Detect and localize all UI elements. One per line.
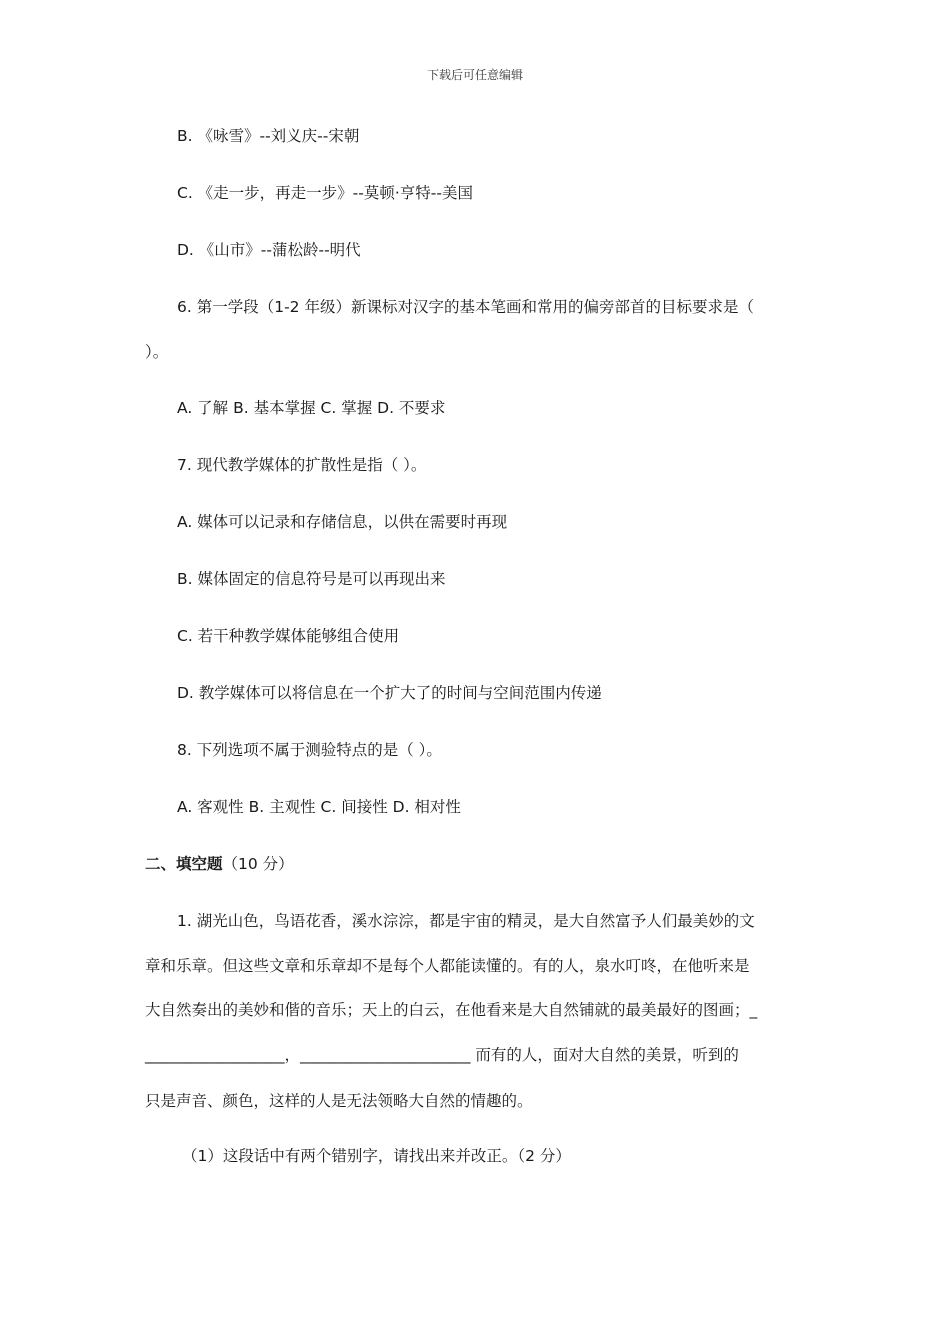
section-title-score: （10 分） [222,855,294,873]
option-c-line: C. 《走一步，再走一步》--莫顿·亨特--美国 [177,184,473,202]
question-7-option-d: D. 教学媒体可以将信息在一个扩大了的时间与空间范围内传递 [177,684,602,702]
question-7-option-a: A. 媒体可以记录和存储信息，以供在需要时再现 [177,513,508,531]
paragraph-line-2: 章和乐章。但这些文章和乐章却不是每个人都能读懂的。有的人，泉水叮咚，在他听来是 [145,957,750,975]
section-title [145,854,294,874]
question-8-options: A. 客观性 B. 主观性 C. 间接性 D. 相对性 [177,798,461,816]
paragraph-line-4: __________________，______________________ 而有的人，面对大自然的美景，听到的 [145,1046,739,1064]
question-6-line-2: ）。 [145,343,169,361]
option-d-line: D. 《山市》--蒲松龄--明代 [177,241,361,259]
question-8: 8. 下列选项不属于测验特点的是（ ）。 [177,741,442,759]
paragraph-line-3: 大自然奏出的美妙和偕的音乐；天上的白云，在他看来是大自然铺就的最美最好的图画；_ [145,1001,758,1019]
paragraph-line-1: 1. 湖光山色，鸟语花香，溪水淙淙，都是宇宙的精灵，是大自然富予人们最美妙的文 [177,912,755,930]
page-header: 下载后可任意编辑 [426,68,523,82]
section-title-main: 二、填空题 [145,855,223,873]
subquestion-1: （1）这段话中有两个错别字，请找出来并改正。（2 分） [182,1147,571,1165]
question-7-option-b: B. 媒体固定的信息符号是可以再现出来 [177,570,446,588]
question-7: 7. 现代教学媒体的扩散性是指（ ）。 [177,456,427,474]
question-6-line-1: 6. 第一学段（1-2 年级）新课标对汉字的基本笔画和常用的偏旁部首的目标要求是（ [177,298,754,316]
question-6-options: A. 了解 B. 基本掌握 C. 掌握 D. 不要求 [177,399,446,417]
question-7-option-c: C. 若干种教学媒体能够组合使用 [177,627,400,645]
paragraph-line-5: 只是声音、颜色，这样的人是无法领略大自然的情趣的。 [145,1092,533,1110]
option-b-line: B. 《咏雪》--刘义庆--宋朝 [177,127,360,145]
